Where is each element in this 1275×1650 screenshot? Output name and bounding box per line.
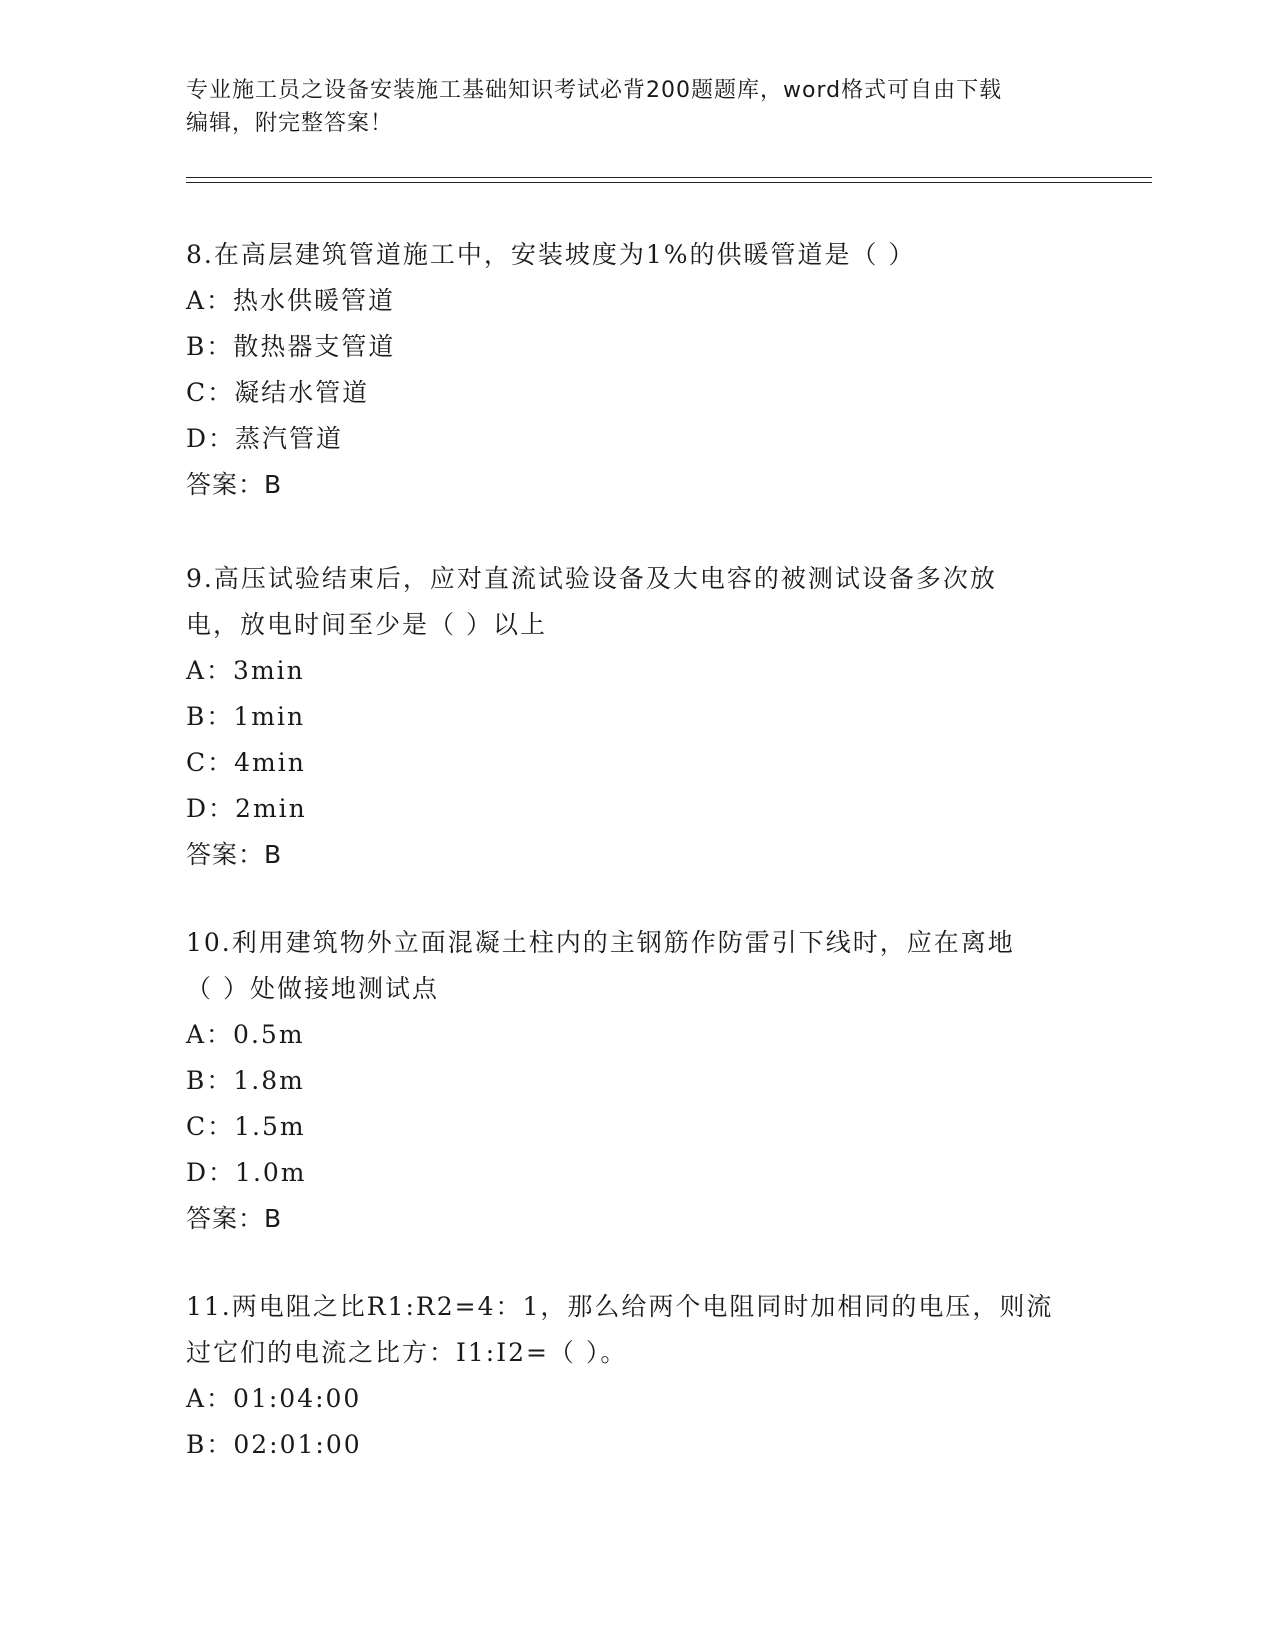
- question-stem-line-2: 过它们的电流之比方：I1:I2=（ ）。: [186, 1338, 628, 1367]
- question-stem-line-2: 电，放电时间至少是（ ）以上: [186, 610, 547, 639]
- option-a: A：热水供暖管道: [186, 286, 396, 315]
- header-divider-top: [186, 177, 1152, 178]
- option-d: D：2min: [186, 794, 307, 823]
- question-11: [186, 1284, 1106, 1468]
- question-stem-line-1: 10.利用建筑物外立面混凝土柱内的主钢筋作防雷引下线时，应在离地: [186, 928, 1015, 957]
- answer: 答案：B: [186, 470, 283, 499]
- option-b: B：1min: [186, 702, 306, 731]
- answer: 答案：B: [186, 1204, 283, 1233]
- question-10: [186, 920, 1106, 1242]
- answer: 答案：B: [186, 840, 283, 869]
- option-a: A：0.5m: [186, 1020, 305, 1049]
- document-header: [186, 74, 1066, 140]
- header-line-2: 编辑，附完整答案！: [186, 111, 394, 136]
- question-stem-line-1: 11.两电阻之比R1:R2=4：1，那么给两个电阻同时加相同的电压，则流: [186, 1292, 1054, 1321]
- header-divider-bottom: [186, 182, 1152, 183]
- option-b: B：02:01:00: [186, 1430, 362, 1459]
- option-b: B：1.8m: [186, 1066, 305, 1095]
- option-a: A：3min: [186, 656, 305, 685]
- question-9: [186, 556, 1106, 878]
- option-b: B：散热器支管道: [186, 332, 396, 361]
- question-stem-line-2: （ ）处做接地测试点: [186, 974, 439, 1003]
- option-c: C：凝结水管道: [186, 378, 370, 407]
- question-stem: 8.在高层建筑管道施工中，安装坡度为1%的供暖管道是（ ）: [186, 240, 916, 269]
- option-d: D：1.0m: [186, 1158, 307, 1187]
- question-8: [186, 232, 1106, 508]
- option-d: D：蒸汽管道: [186, 424, 344, 453]
- option-c: C：1.5m: [186, 1112, 306, 1141]
- option-a: A：01:04:00: [186, 1384, 362, 1413]
- question-stem-line-1: 9.高压试验结束后，应对直流试验设备及大电容的被测试设备多次放: [186, 564, 997, 593]
- option-c: C：4min: [186, 748, 306, 777]
- header-line-1: 专业施工员之设备安装施工基础知识考试必背200题题库，word格式可自由下载: [186, 78, 1003, 103]
